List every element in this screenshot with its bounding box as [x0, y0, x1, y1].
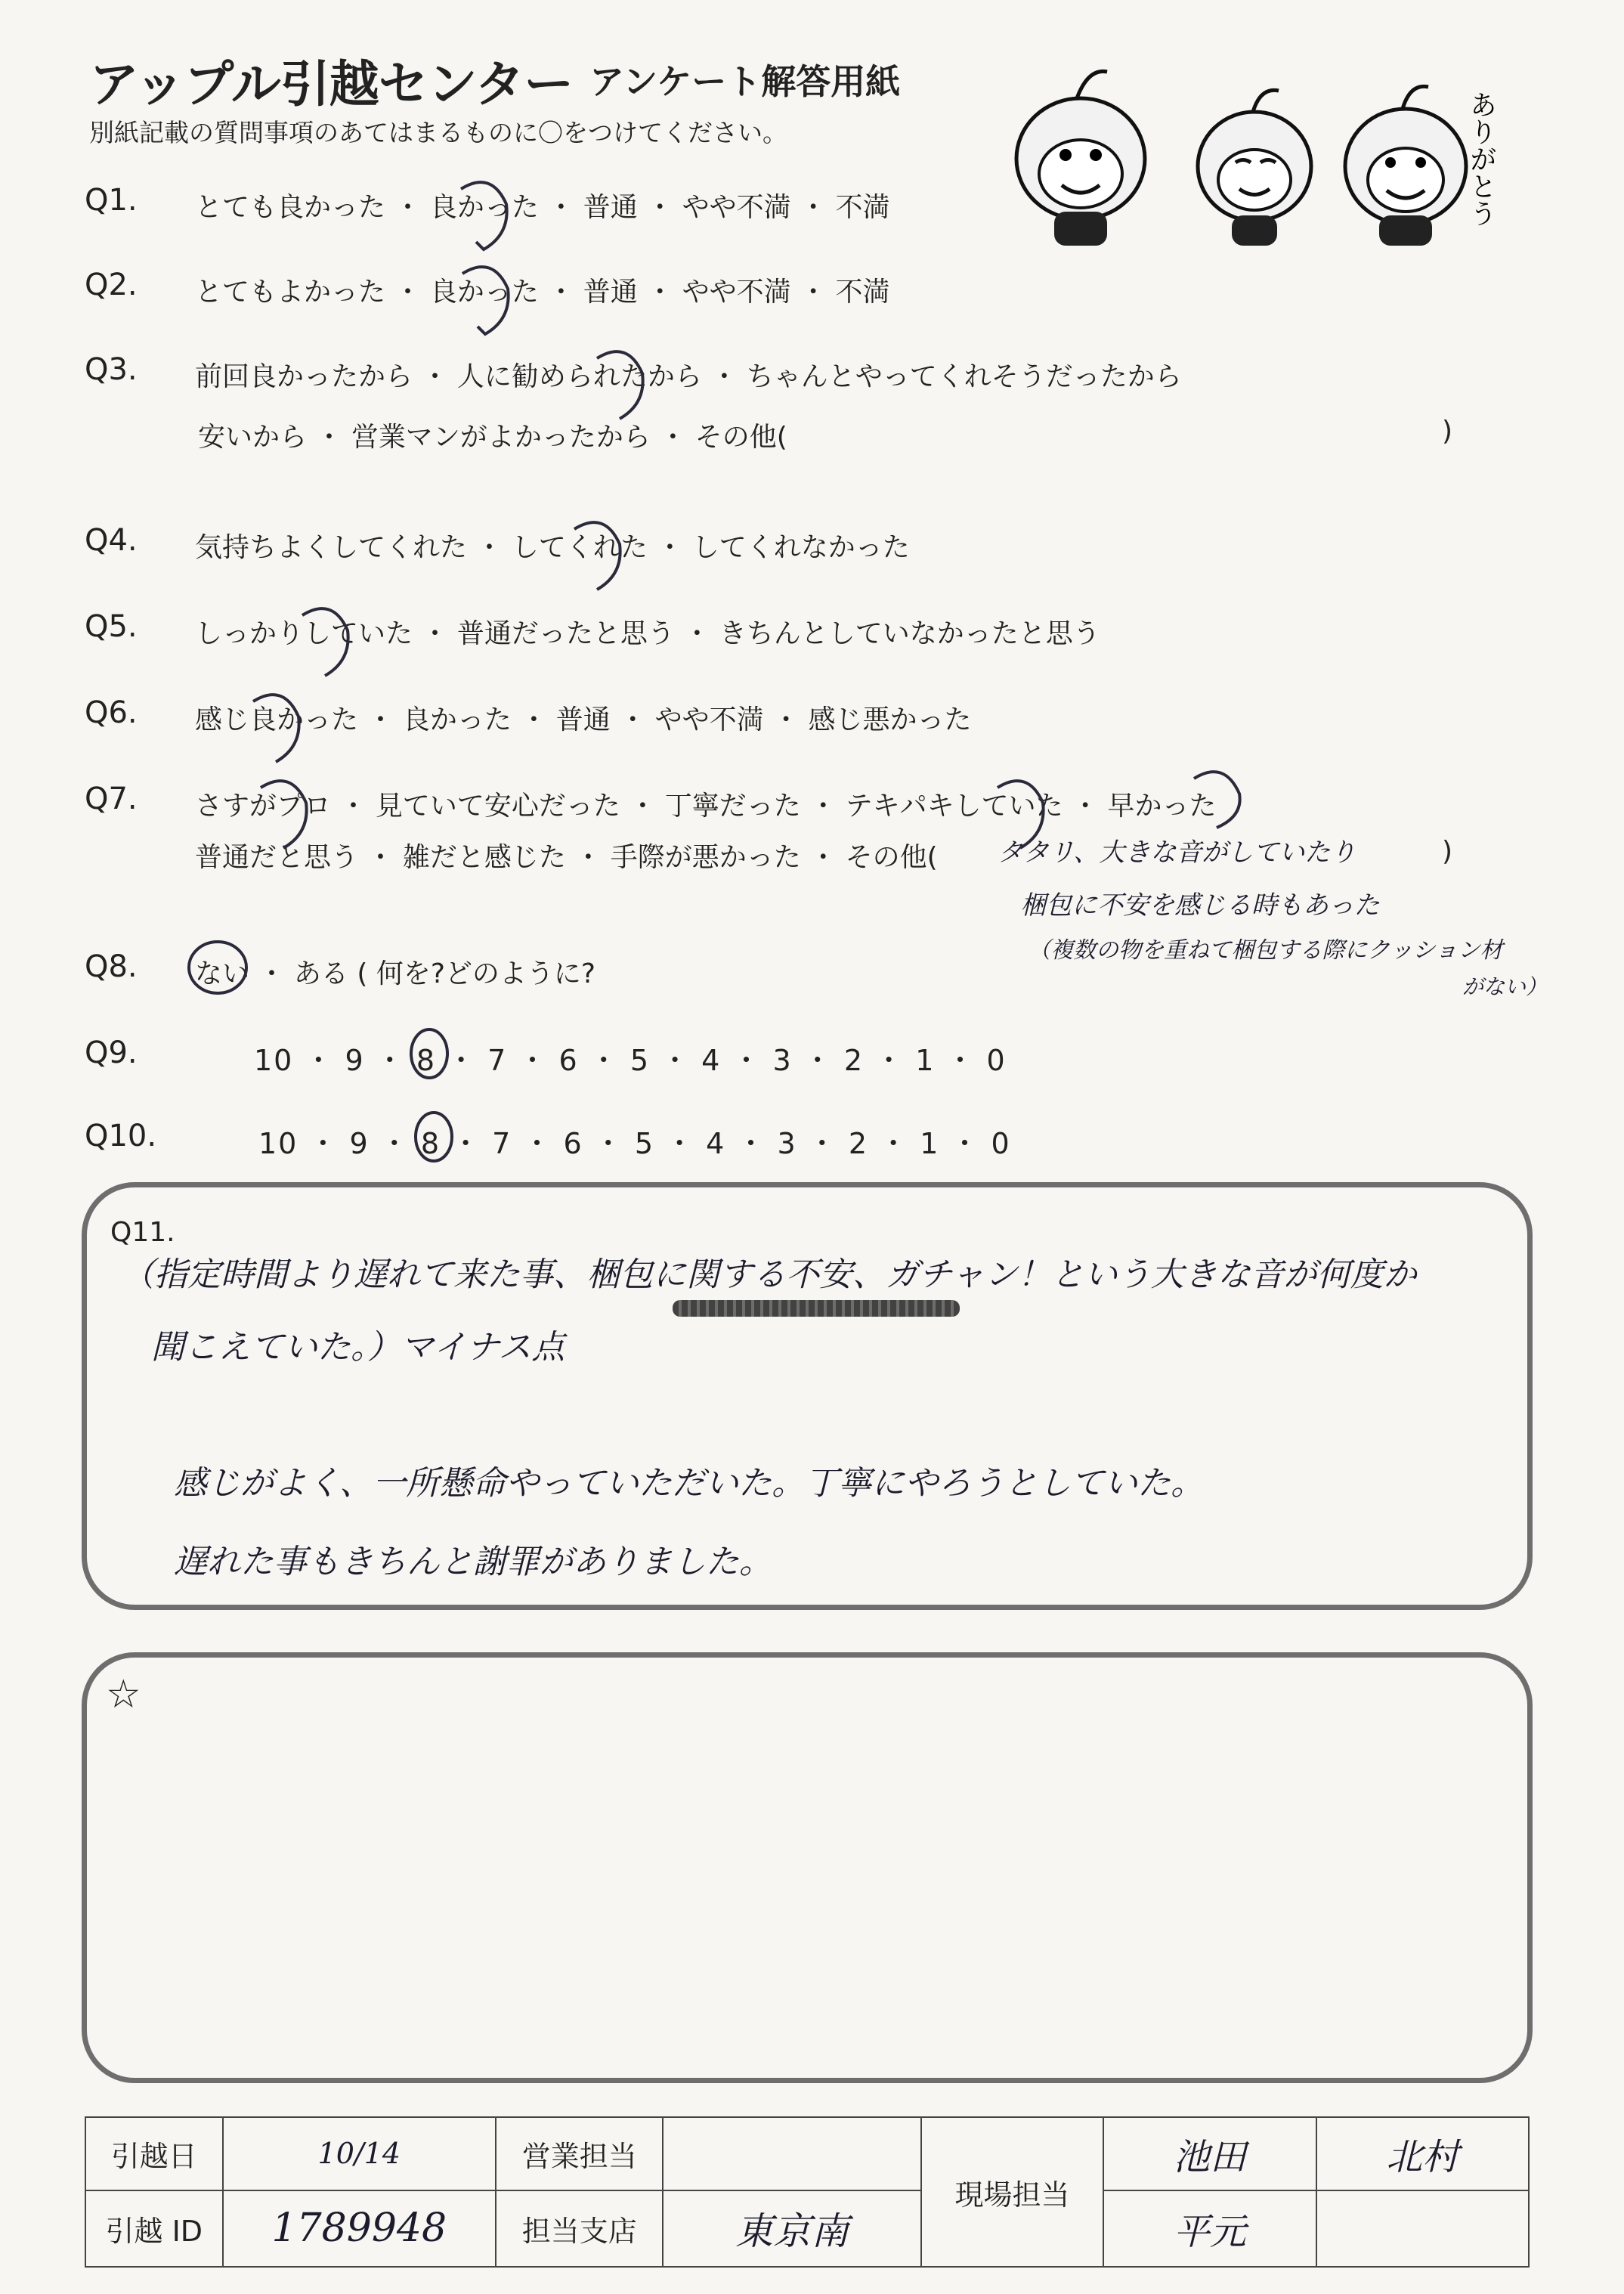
site-staff-1: 池田 [1103, 2117, 1316, 2190]
branch-value: 東京南 [663, 2190, 920, 2267]
q7-handwritten-line: 梱包に不安を感じる時もあった [1020, 890, 1380, 921]
star-comment-box [82, 1652, 1533, 2083]
q10-label: Q10. [85, 1119, 157, 1153]
q4-options: 気持ちよくしてくれた ・ してくれた ・ してくれなかった [195, 532, 910, 563]
site-staff-4 [1316, 2190, 1529, 2267]
q1-options: とても良かった ・ 良かった ・ 普通 ・ やや不満 ・ 不満 [195, 192, 890, 223]
branch-label: 担当支店 [496, 2190, 663, 2267]
q11-handwritten-line: （指定時間より遅れて来た事、梱包に関する不安、ガチャン！という大きな音が何度か [121, 1255, 1417, 1294]
monkey-icon [1198, 90, 1311, 246]
q2-options: とてもよかった ・ 良かった ・ 普通 ・ やや不満 ・ 不満 [195, 277, 890, 308]
q11-handwritten-line: 遅れた事もきちんと謝罪がありました。 [174, 1543, 772, 1581]
q5-label: Q5. [85, 609, 138, 644]
sales-value [663, 2117, 920, 2190]
site-staff-3: 平元 [1103, 2190, 1316, 2267]
q7-handwritten-line: がない） [1462, 974, 1548, 999]
q3-options-line1: 前回良かったから ・ 人に勧められたから ・ ちゃんとやってくれそうだったから [195, 361, 1182, 392]
q8-label: Q8. [85, 949, 138, 984]
monkey-icon [1016, 71, 1145, 246]
site-staff-label: 現場担当 [921, 2117, 1103, 2267]
sales-label: 営業担当 [496, 2117, 663, 2190]
instruction-text: 別紙記載の質問事項のあてはまるものに〇をつけてください。 [89, 118, 787, 147]
site-staff-2: 北村 [1316, 2117, 1529, 2190]
q7-handwritten-line: （複数の物を重ねて梱包する際にクッション材 [1028, 937, 1503, 964]
q2-label: Q2. [85, 268, 138, 302]
move-id-label: 引越 ID [85, 2190, 223, 2267]
mascot-illustration [982, 45, 1527, 249]
q7-handwritten-line: タタリ、大きな音がしていたり [998, 837, 1356, 868]
q6-options: 感じ良かった ・ 良かった ・ 普通 ・ やや不満 ・ 感じ悪かった [195, 704, 972, 735]
q3-options-line2: 安いから ・ 営業マンがよかったから ・ その他( [198, 422, 787, 453]
form-title: アンケート解答用紙 [589, 61, 901, 102]
q7-label: Q7. [85, 782, 138, 816]
q11-handwritten-line: 聞こえていた。）マイナス点 [151, 1328, 565, 1367]
q11-label: Q11. [110, 1217, 175, 1248]
star-icon: ☆ [106, 1672, 141, 1717]
q3-close-paren: ) [1442, 416, 1453, 447]
q8-options: ない ・ ある ( 何を?どのように? [195, 958, 596, 989]
q1-label: Q1. [85, 183, 138, 218]
q6-label: Q6. [85, 695, 138, 730]
q7-options-line1: さすがプロ ・ 見ていて安心だった ・ 丁寧だった ・ テキパキしていた ・ 早かった [195, 791, 1217, 822]
q9-label: Q9. [85, 1036, 138, 1070]
scribble-out [673, 1300, 960, 1317]
move-date-label: 引越日 [85, 2117, 223, 2190]
monkey-icon [1345, 86, 1466, 246]
q11-handwritten-line: 感じがよく、一所懸命やっていただいた。丁寧にやろうとしていた。 [174, 1464, 1205, 1503]
move-info-table [85, 2116, 1530, 2268]
q7-options-line2: 普通だと思う ・ 雑だと感じた ・ 手際が悪かった ・ その他( [195, 842, 938, 873]
q5-options: しっかりしていた ・ 普通だったと思う ・ きちんとしていなかったと思う [195, 618, 1100, 649]
move-id-value: 1789948 [223, 2190, 496, 2267]
q3-label: Q3. [85, 352, 138, 387]
company-name: アップル引越センター [89, 55, 574, 113]
q4-label: Q4. [85, 523, 138, 558]
q7-close-paren: ) [1442, 836, 1453, 867]
q9-scale: 10 ・ 9 ・ 8 ・ 7 ・ 6 ・ 5 ・ 4 ・ 3 ・ 2 ・ 1 ・ 0 [254, 1044, 1007, 1077]
q10-scale: 10 ・ 9 ・ 8 ・ 7 ・ 6 ・ 5 ・ 4 ・ 3 ・ 2 ・ 1 ・ 0 [258, 1127, 1011, 1160]
move-date-value: 10/14 [223, 2117, 496, 2190]
mascot-caption: ありがとう [1465, 91, 1497, 227]
